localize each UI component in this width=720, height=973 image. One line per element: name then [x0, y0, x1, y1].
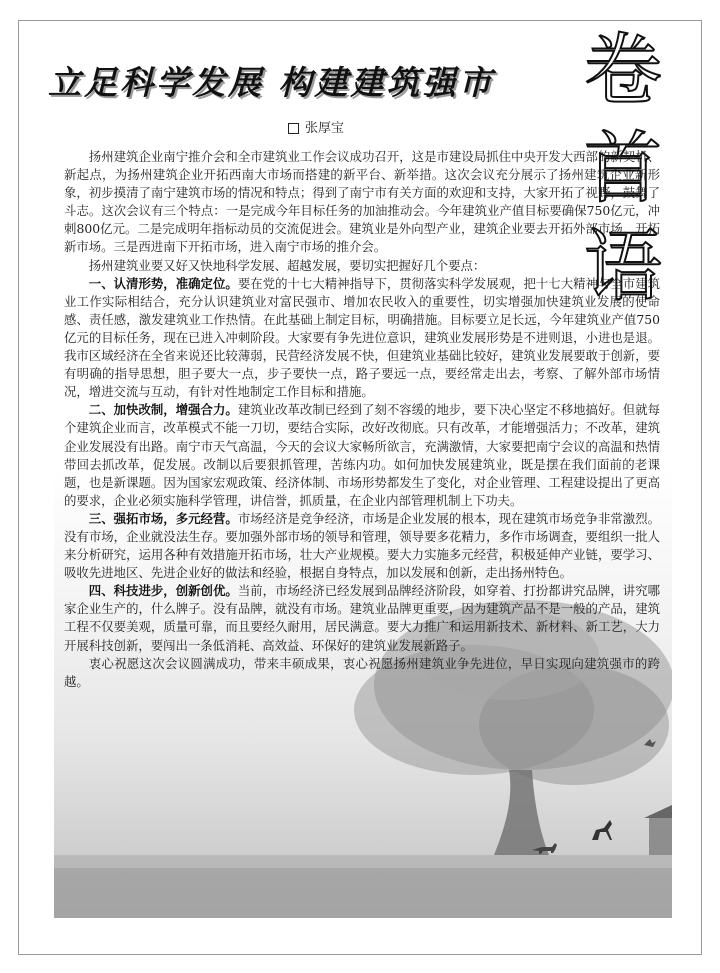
- point-4-heading: 四、科技进步，创新创优。: [88, 583, 238, 599]
- square-bullet-icon: [288, 123, 299, 134]
- paragraph-closing: 衷心祝愿这次会议圆满成功，带来丰硕成果，衷心祝愿扬州建筑业争先进位，早日实现向建筑强市的跨越。: [64, 655, 660, 689]
- point-2-heading: 二、加快改制，增强合力。: [88, 402, 238, 418]
- paragraph-point-3: [64, 510, 660, 582]
- paragraph-intro: 扬州建筑企业南宁推介会和全市建筑业工作会议成功召开，这是市建设局抓住中央开发大西部的新契机、新起点，为扬州建筑企业开拓西南大市场而搭建的新平台、新举措。这次会议充分展示了扬州建筑企业新形象，初步摸清了南宁建筑市场的情况和特点；得到了南宁市有关方面的欢迎和支持，大家开拓了视野，鼓舞了斗志。这次会议有三个特点：一是完成今年目标任务的加油推动会。今年建筑业产值目标要确保750亿元，冲刺800亿元。二是完成明年指标动员的交流促进会。建筑业是外向型产业，建筑企业要去开拓外部市场，开拓新市场。三是西进南下开拓市场，进入南宁市场的推介会。: [64, 149, 660, 255]
- paragraph-point-1: [64, 275, 660, 402]
- page-title: 立足科学发展 构建建筑强市: [48, 63, 495, 102]
- paragraph-key-points: 扬州建筑业要又好又快地科学发展、超越发展，要切实把握好几个要点：: [88, 257, 486, 273]
- point-3-text: 市场经济是竞争经济，市场是企业发展的根本，现在建筑市场竞争非常激烈。没有市场，企业就没法生存。要加强外部市场的领导和管理，领导要多花精力，多作市场调查，要组织一批人来分析研究，运用各种有效措施开拓市场，壮大产业规模。要大力实施多元经营，积极延伸产业链，要学习、吸收先进地区、先进企业好的做法和经验，根据自身特点，加以发展和创新，走出扬州特色。: [64, 510, 661, 581]
- author-name: 张厚宝: [305, 121, 345, 136]
- point-4-text: 当前，市场经济已经发展到品牌经济阶段，如穿着、打扮都讲究品牌，讲究哪家企业生产的，什么牌子。没有品牌，就没有市场。建筑业品牌更重要，因为建筑产品不是一般的产品，建筑工程不仅要美观，质量可靠，而且要经久耐用，居民满意。要大力推广和运用新技术、新材料、新工艺，大力开展科技创新，要闯出一条低消耗、高效益、环保好的建筑业发展新路子。: [64, 583, 661, 653]
- paragraph-point-4: [64, 582, 660, 654]
- point-2-text: 建筑业改革改制已经到了刻不容缓的地步，要下决心坚定不移地搞好。但就每个建筑企业而言，改革模式不能一刀切，要结合实际，改好改彻底。只有改革，才能增强活力；不改革，建筑企业发展没有出路。南宁市天气高温，今天的会议大家畅所欲言，充满激情，大家要把南宁会议的高温和热情带回去抓改革，促发展。改制以后要狠抓管理，苦练内功。如何加快发展建筑业，既是摆在我们面前的老课题，也是新课题。因为国家宏观政策、经济体制、市场形势都发生了变化，对企业管理、工程建设提出了更高的要求，企业必须实施科学管理，讲信誉，抓质量，在企业内部管理机制上下功夫。: [64, 402, 661, 508]
- column-label-char-3: 语: [583, 222, 662, 312]
- point-1-text: 要在党的十七大精神指导下，贯彻落实科学发展观，把十七大精神与全市建筑业工作实际相结合，充分认识建筑业对富民强市、增加农民收入的重要性，切实增强加快建筑业发展的使命感、责任感，激发建筑业工作热情。在此基础上制定目标，明确措施。目标要立足长远，今年建筑业产值750亿元的目标任务，现在已进入冲刺阶段。大家要有争先进位意识，建筑业发展形势是不进则退，小进也是退。我市区域经济在全省来说还比较薄弱，民营经济发展不快，但建筑业基础比较好，建筑业发展要敢于创新，要有明确的指导思想，胆子要大一点，步子要快一点，路子要远一点，要经常走出去，考察、了解外部市场情况，增进交流与互动，有针对性地制定工作目标和措施。: [64, 275, 661, 400]
- author-byline: [288, 120, 344, 138]
- article-body: [64, 148, 660, 691]
- column-label-char-2: 首: [583, 124, 662, 214]
- point-1-heading: 一、认清形势，准确定位。: [88, 275, 238, 291]
- paragraph-point-2: [64, 401, 660, 510]
- column-label-char-1: 卷: [583, 26, 662, 116]
- point-3-heading: 三、强拓市场，多元经营。: [88, 510, 238, 526]
